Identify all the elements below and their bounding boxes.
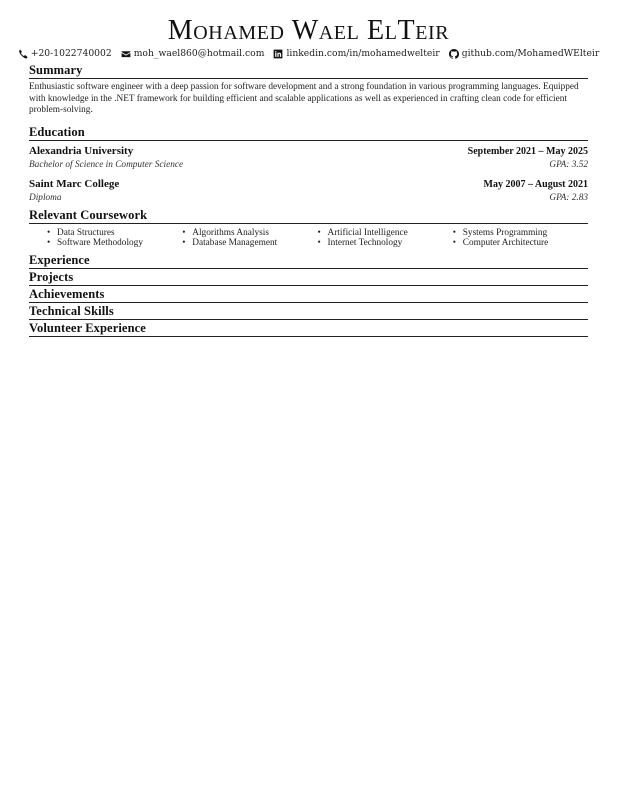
- education-degree: Bachelor of Science in Computer Science: [29, 159, 184, 170]
- course-item: • Data Structures: [47, 228, 182, 239]
- phone-icon: [18, 49, 28, 59]
- envelope-icon: [121, 49, 131, 59]
- linkedin-contact[interactable]: [273, 48, 439, 60]
- volunteer-heading: Volunteer Experience: [29, 321, 588, 337]
- projects-heading: Projects: [29, 270, 588, 286]
- contact-bar: [29, 48, 600, 60]
- achievements-heading: Achievements: [29, 287, 588, 303]
- linkedin-text: linkedin.com/in/mohamedwelteir: [286, 48, 440, 59]
- technical-skills-heading: Technical Skills: [29, 304, 588, 320]
- linkedin-icon: [273, 49, 283, 59]
- coursework-list: [29, 228, 588, 249]
- phone-text: +20-1022740002: [30, 48, 112, 59]
- education-dates: May 2007 – August 2021: [483, 178, 588, 190]
- summary-heading: Summary: [29, 63, 588, 79]
- github-text: github.com/MohamedWElteir: [461, 48, 600, 59]
- course-item: • Internet Technology: [318, 238, 453, 249]
- education-school: Alexandria University: [29, 144, 134, 157]
- coursework-heading: Relevant Coursework: [29, 208, 588, 224]
- resume-page: [29, 0, 600, 337]
- email-contact[interactable]: [121, 48, 265, 60]
- education-entry: [29, 177, 588, 204]
- github-icon: [449, 49, 459, 59]
- candidate-name: Mohamed Wael ElTeir: [167, 15, 450, 46]
- experience-heading: Experience: [29, 253, 588, 269]
- phone-contact[interactable]: [18, 48, 112, 60]
- email-text: moh_wael860@hotmail.com: [133, 48, 265, 59]
- education-gpa: GPA: 3.52: [549, 159, 588, 170]
- education-entry: [29, 144, 588, 171]
- education-heading: Education: [29, 125, 588, 141]
- github-contact[interactable]: [449, 48, 600, 60]
- education-gpa: GPA: 2.83: [549, 192, 588, 203]
- summary-text: Enthusiastic software engineer with a deep passion for software development and a strong foundation in various programming languages. Equipped with knowledge in the .NET framework for building efficient and scalable applications as well as experienced in crafting clean code for efficient problem-solving.: [29, 82, 579, 115]
- course-item: • Computer Architecture: [453, 238, 588, 249]
- course-item: • Artificial Intelligence: [318, 228, 453, 239]
- course-item: • Algorithms Analysis: [182, 228, 317, 239]
- education-dates: September 2021 – May 2025: [467, 145, 588, 157]
- course-item: • Systems Programming: [453, 228, 588, 239]
- education-school: Saint Marc College: [29, 177, 120, 190]
- education-degree: Diploma: [29, 192, 62, 203]
- course-item: • Software Methodology: [47, 238, 182, 249]
- course-item: • Database Management: [182, 238, 317, 249]
